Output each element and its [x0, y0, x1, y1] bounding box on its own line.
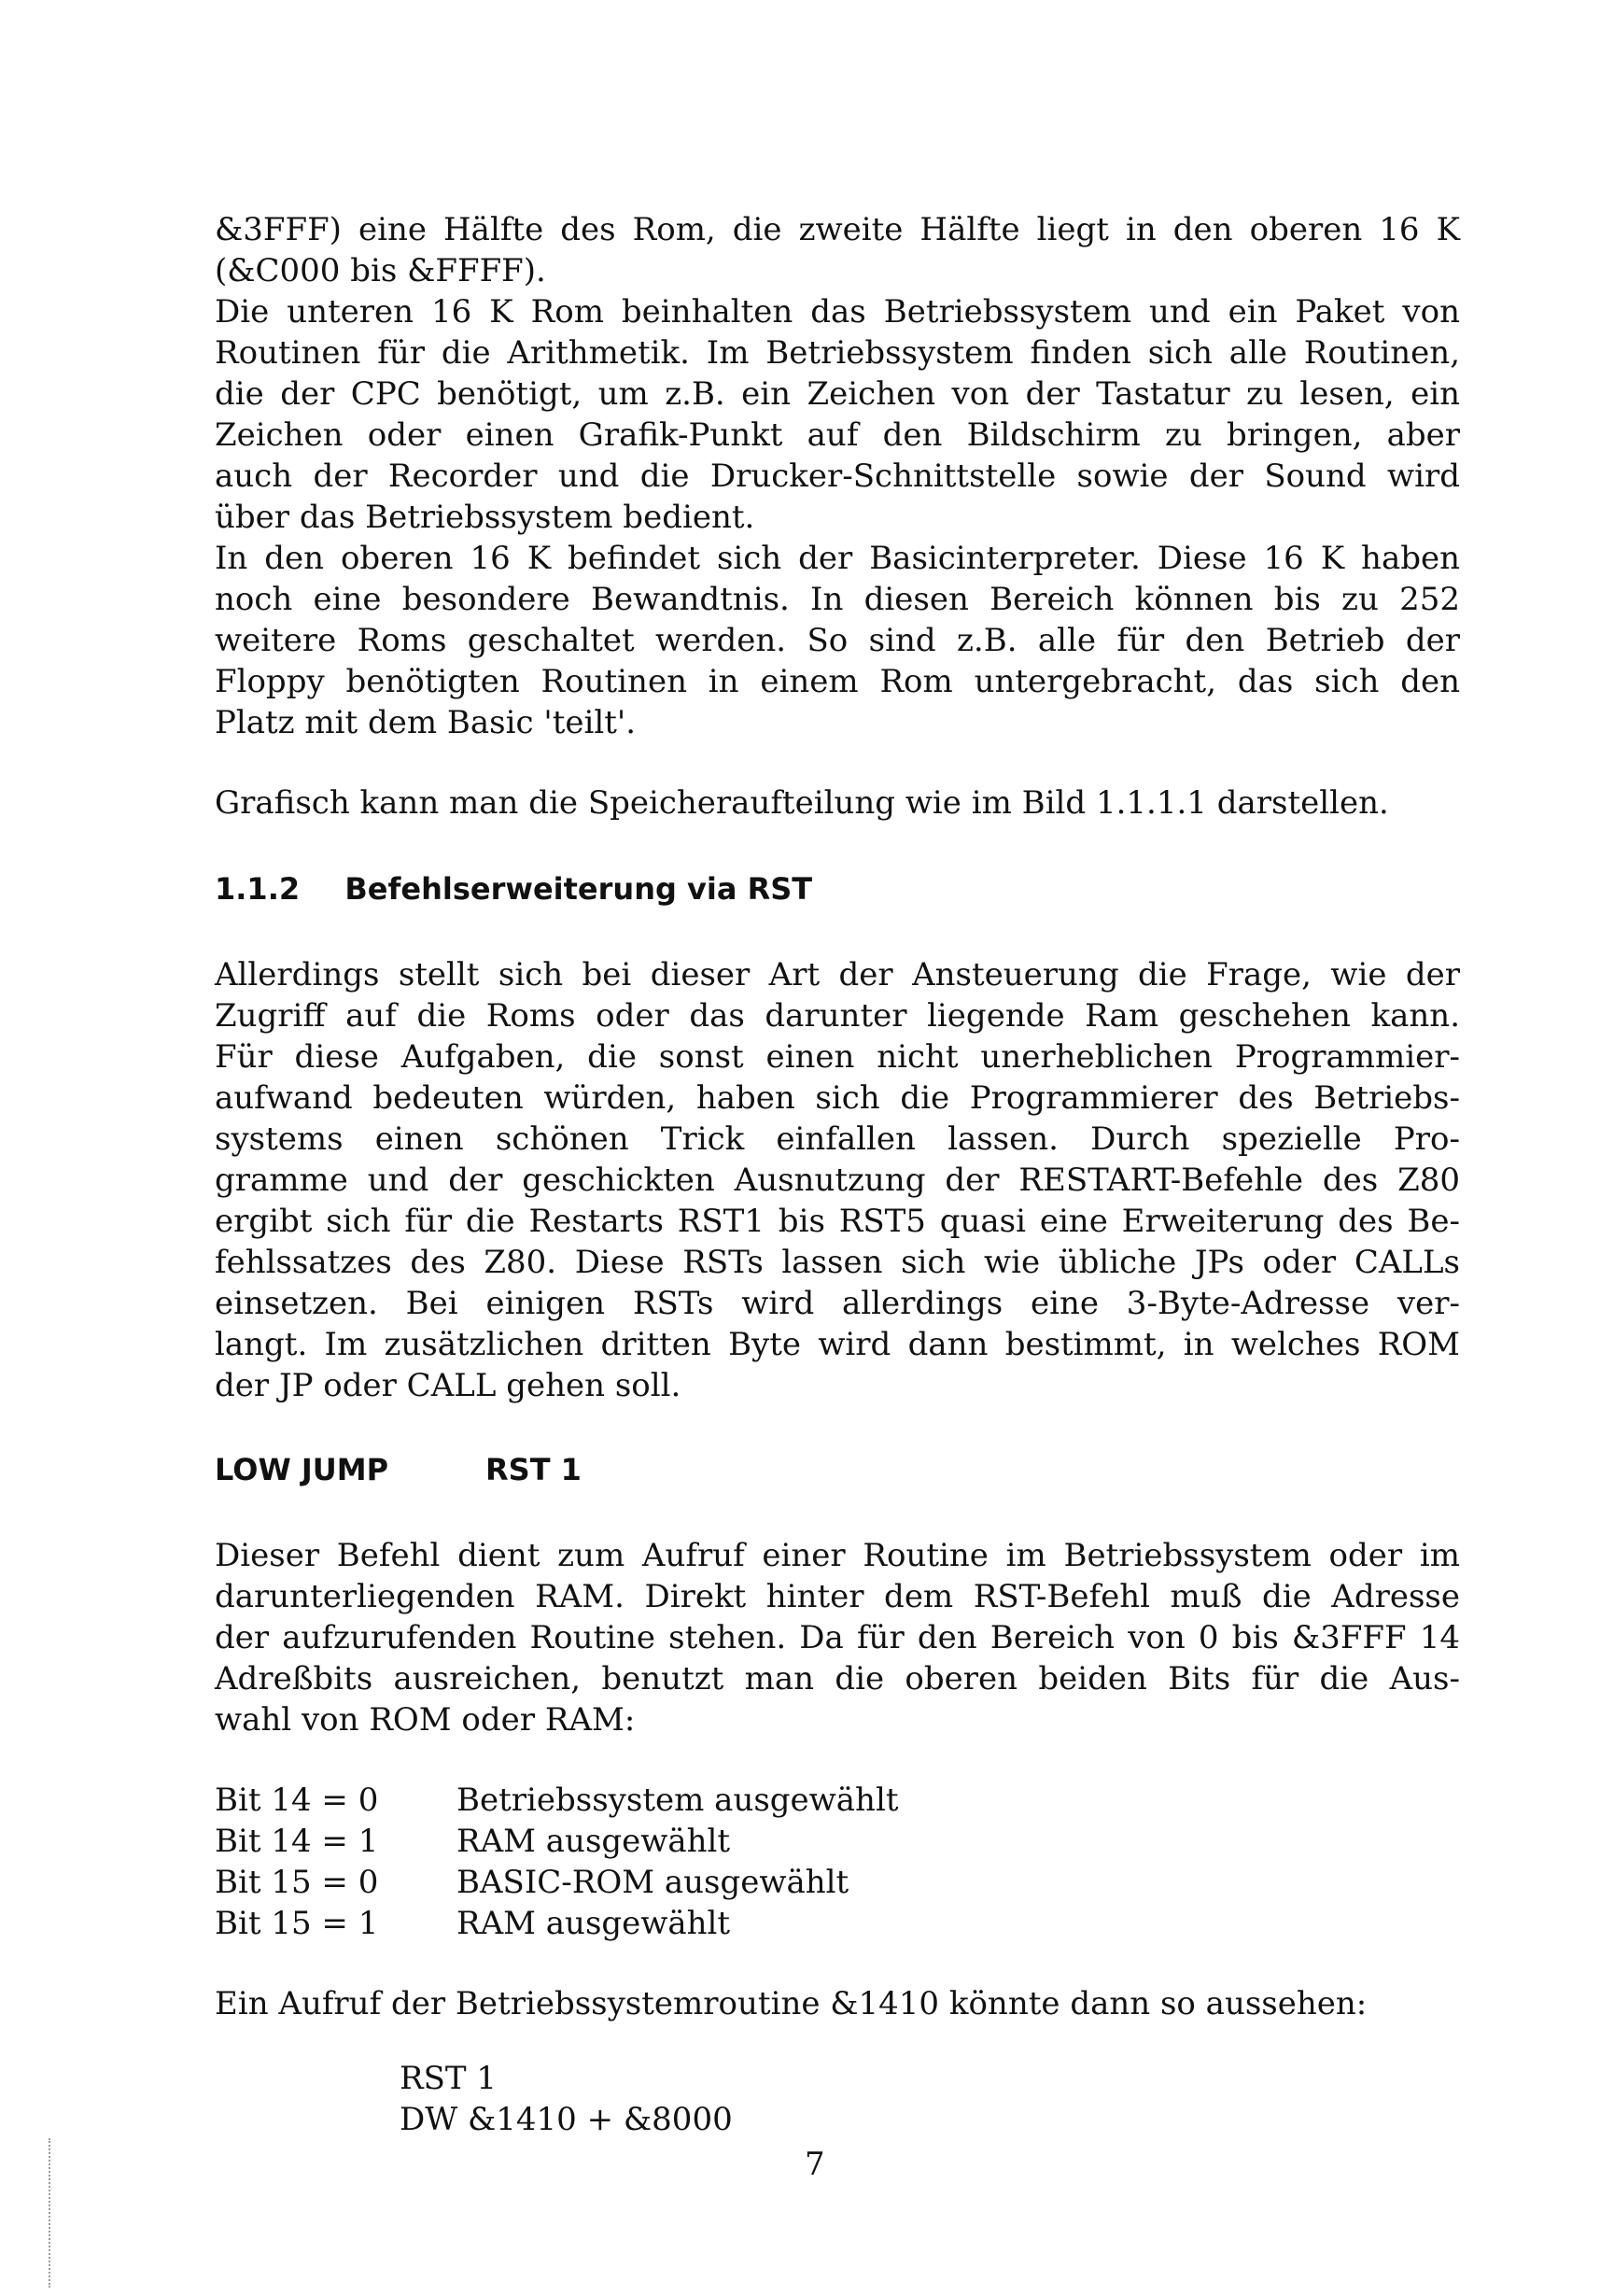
paragraph-4-line-5: wahl von ROM oder RAM: [215, 1701, 636, 1739]
bit-table-meaning: RAM ausgewählt [456, 1905, 731, 1942]
paragraph-1-line-9: In den oberen 16 K befindet sich der Basicinterpreter. Diese 16 K haben [215, 540, 1460, 577]
subheading-name: LOW JUMP [215, 1452, 389, 1487]
bit-table-condition: Bit 15 = 0 [215, 1864, 379, 1901]
paragraph-1-line-10: noch eine besondere Bewandtnis. In diesen Bereich können bis zu 252 [215, 581, 1460, 618]
paragraph-1-line-5: die der CPC benötigt, um z.B. ein Zeichen von der Tastatur zu lesen, ein [215, 375, 1460, 413]
paragraph-4-line-2: darunterliegenden RAM. Direkt hinter dem RST-Befehl muß die Adresse [215, 1578, 1460, 1615]
paragraph-1-line-3: Die unteren 16 K Rom beinhalten das Betriebssystem und ein Paket von [215, 293, 1460, 331]
bit-table-meaning: BASIC-ROM ausgewählt [456, 1864, 849, 1901]
paragraph-3-line-9: einsetzen. Bei einigen RSTs wird allerdings eine 3-Byte-Adresse ver- [215, 1285, 1460, 1322]
section-title: Befehlserweiterung via RST [344, 871, 813, 907]
paragraph-3-line-1: Allerdings stellt sich bei dieser Art der Ansteuerung die Frage, wie der [215, 956, 1460, 993]
paragraph-3-line-11: der JP oder CALL gehen soll. [215, 1367, 681, 1404]
bit-table-condition: Bit 15 = 1 [215, 1905, 379, 1942]
scan-margin-marks [49, 2138, 52, 2288]
paragraph-2: Grafisch kann man die Speicheraufteilung wie im Bild 1.1.1.1 darstellen. [215, 784, 1389, 822]
paragraph-1-line-4: Routinen für die Arithmetik. Im Betriebssystem finden sich alle Routinen, [215, 334, 1460, 372]
paragraph-1-line-7: auch der Recorder und die Drucker-Schnittstelle sowie der Sound wird [215, 458, 1460, 495]
paragraph-4-line-4: Adreßbits ausreichen, benutzt man die oberen beiden Bits für die Aus- [215, 1660, 1460, 1697]
paragraph-1-line-11: weitere Roms geschaltet werden. So sind z.B. alle für den Betrieb der [215, 622, 1460, 659]
paragraph-3-line-6: gramme und der geschickten Ausnutzung der RESTART-Befehle des Z80 [215, 1162, 1460, 1199]
paragraph-3-line-4: aufwand bedeuten würden, haben sich die Programmierer des Betriebs- [215, 1079, 1460, 1117]
paragraph-3-line-5: systems einen schönen Trick einfallen lassen. Durch spezielle Pro- [215, 1120, 1460, 1158]
bit-table-condition: Bit 14 = 0 [215, 1782, 379, 1819]
section-number: 1.1.2 [215, 871, 301, 907]
bit-table-condition: Bit 14 = 1 [215, 1823, 379, 1860]
page-number: 7 [805, 2146, 825, 2183]
section-heading [215, 868, 812, 909]
paragraph-3-line-7: ergibt sich für die Restarts RST1 bis RST5 quasi eine Erweiterung des Be- [215, 1203, 1460, 1240]
paragraph-4-line-1: Dieser Befehl dient zum Aufruf einer Routine im Betriebssystem oder im [215, 1537, 1460, 1574]
paragraph-1-line-13: Platz mit dem Basic 'teilt'. [215, 704, 637, 741]
subheading-instruction: RST 1 [485, 1452, 582, 1487]
bit-table-meaning: RAM ausgewählt [456, 1823, 731, 1860]
bit-table-meaning: Betriebssystem ausgewählt [456, 1782, 899, 1819]
paragraph-1-line-8: über das Betriebssystem bedient. [215, 499, 755, 536]
paragraph-3-line-2: Zugriff auf die Roms oder das darunter liegende Ram geschehen kann. [215, 997, 1460, 1035]
paragraph-1-line-2: (&C000 bis &FFFF). [215, 252, 546, 289]
paragraph-1-line-6: Zeichen oder einen Grafik-Punkt auf den Bildschirm zu bringen, aber [215, 416, 1460, 454]
paragraph-3-line-8: fehlssatzes des Z80. Diese RSTs lassen sich wie übliche JPs oder CALLs [215, 1244, 1460, 1281]
code-line: RST 1 [400, 2060, 498, 2097]
paragraph-4-line-3: der aufzurufenden Routine stehen. Da für den Bereich von 0 bis &3FFF 14 [215, 1619, 1460, 1656]
code-line: DW &1410 + &8000 [400, 2101, 733, 2138]
paragraph-1-line-1: &3FFF) eine Hälfte des Rom, die zweite Hälfte liegt in den oberen 16 K [215, 211, 1460, 248]
paragraph-3-line-3: Für diese Aufgaben, die sonst einen nicht unerheblichen Programmier- [215, 1038, 1460, 1076]
paragraph-5: Ein Aufruf der Betriebssystemroutine &1410 könnte dann so aussehen: [215, 1985, 1368, 2022]
paragraph-3-line-10: langt. Im zusätzlichen dritten Byte wird dann bestimmt, in welches ROM [215, 1326, 1460, 1363]
paragraph-1-line-12: Floppy benötigten Routinen in einem Rom untergebracht, das sich den [215, 663, 1460, 700]
